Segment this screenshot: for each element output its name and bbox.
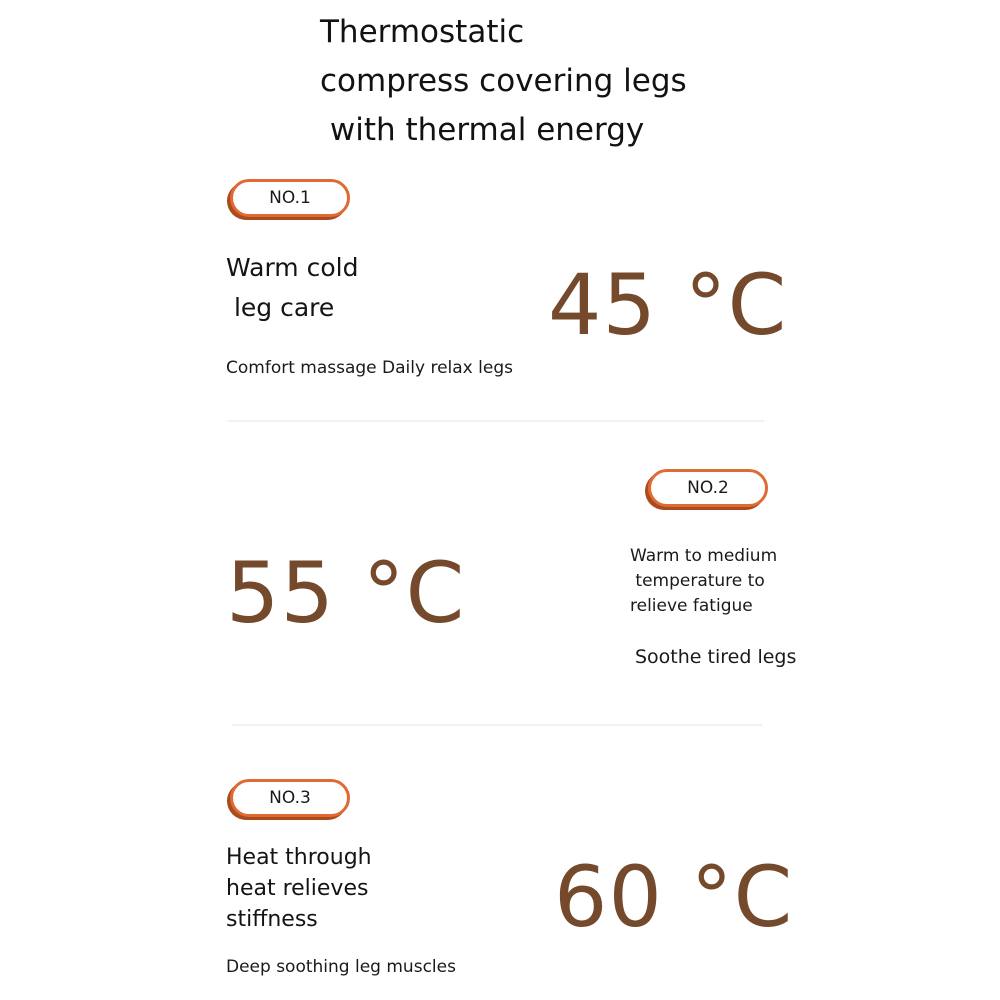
section-divider-2 — [232, 724, 762, 726]
title-line-2: compress covering legs — [320, 63, 687, 99]
badge-no3: NO.3 — [230, 779, 350, 817]
section2-heading-line-3: relieve fatigue — [630, 596, 753, 616]
temperature-45: 45 °C — [548, 256, 788, 354]
section3-caption: Deep soothing leg muscles — [226, 957, 456, 977]
badge-no1: NO.1 — [230, 179, 350, 217]
section3-heading-line-2: heat relieves — [226, 876, 369, 901]
badge-no2: NO.2 — [648, 469, 768, 507]
section3-heading-line-3: stiffness — [226, 907, 318, 932]
title-line-3: with thermal energy — [320, 112, 645, 148]
temperature-60: 60 °C — [554, 848, 794, 946]
section1-heading-line-1: Warm cold — [226, 253, 359, 282]
section-divider-1 — [228, 420, 764, 422]
section2-caption: Soothe tired legs — [635, 646, 797, 668]
section1-caption: Comfort massage Daily relax legs — [226, 358, 513, 378]
section2-heading-line-2: temperature to — [630, 571, 765, 591]
title-line-1: Thermostatic — [320, 14, 525, 50]
section2-heading-line-1: Warm to medium — [630, 546, 778, 566]
section3-heading-line-1: Heat through — [226, 845, 372, 870]
temperature-55: 55 °C — [226, 544, 466, 642]
section1-heading-line-2: leg care — [226, 293, 335, 322]
